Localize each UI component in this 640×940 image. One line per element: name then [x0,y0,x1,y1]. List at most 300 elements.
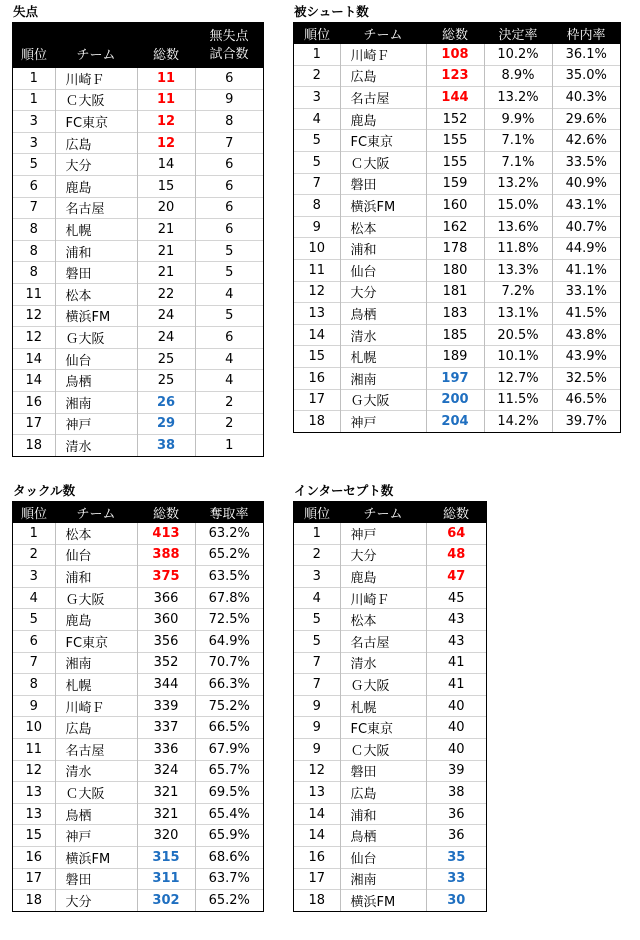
column-header: 総数 [137,23,195,68]
total-cell: 64 [447,525,466,541]
table-row [13,219,263,241]
table-row [13,154,263,176]
table-row [13,825,263,847]
team-cell: 大分 [340,281,426,303]
team-cell: 湘南 [340,367,426,389]
total-cell: 25 [137,348,195,370]
table-row [13,738,263,760]
table-row [294,825,486,847]
total-cell: 152 [426,108,484,130]
table-row [13,89,263,111]
rank-cell: 9 [294,216,340,238]
total-cell: 11 [137,89,195,111]
rate-cell: 42.6% [565,133,607,149]
rate-cell: 63.2% [208,525,250,541]
rank-cell: 5 [13,609,55,631]
column-header: チーム [55,502,137,523]
total-cell: 204 [426,411,484,432]
team-cell: FC東京 [55,630,137,652]
rate-cell: 12.7% [484,367,552,389]
rate-cell: 20.5% [484,324,552,346]
rank-cell: 1 [294,523,340,544]
team-cell: 鹿島 [340,566,426,588]
team-cell: 川崎Ｆ [340,587,426,609]
rank-cell: 15 [294,346,340,368]
column-header: チーム [340,23,426,44]
rate-cell: 7 [225,135,234,151]
team-cell: 鹿島 [55,609,137,631]
table-row [294,717,486,739]
rank-cell: 3 [13,566,55,588]
team-cell: 湘南 [55,652,137,674]
rate-cell: 36.1% [565,46,607,62]
total-cell: 47 [447,568,466,584]
table-row [13,868,263,890]
table-row [13,587,263,609]
table-row [13,391,263,413]
rank-cell: 10 [294,238,340,260]
team-cell: 横浜FM [55,305,137,327]
rate-cell: 7.2% [484,281,552,303]
rate-cell: 7.1% [484,130,552,152]
rank-cell: 5 [294,151,340,173]
total-cell: 12 [137,111,195,133]
team-cell: 浦和 [340,238,426,260]
rate-cell: 46.5% [565,392,607,408]
rate-cell: 65.7% [208,763,250,779]
rate-cell: 43.8% [565,327,607,343]
total-cell: 29 [137,413,195,435]
total-cell: 40 [447,720,465,736]
table-row [13,132,263,154]
column-header: 総数 [426,502,486,523]
rank-cell: 6 [13,630,55,652]
total-cell: 21 [137,240,195,262]
total-cell: 388 [137,544,195,566]
rank-cell: 7 [13,652,55,674]
team-cell: Ｃ大阪 [55,782,137,804]
team-cell: 大分 [55,154,137,176]
total-cell: 36 [447,828,465,844]
team-cell: 札幌 [55,219,137,241]
team-cell: FC東京 [55,111,137,133]
rank-cell: 7 [294,173,340,195]
rate-cell: 11.8% [484,238,552,260]
column-header: 奪取率 [195,502,263,523]
total-cell: 360 [137,609,195,631]
rank-cell: 7 [294,674,340,696]
rank-cell: 9 [294,695,340,717]
table-row [13,803,263,825]
rank-cell: 3 [13,132,55,154]
total-cell: 45 [447,590,465,606]
rank-cell: 13 [294,782,340,804]
rate-cell: 13.2% [484,87,552,109]
total-cell: 30 [447,892,466,908]
rate-cell: 29.6% [565,111,607,127]
rank-cell: 4 [13,587,55,609]
tackles-title: タックル数 [13,483,76,498]
rate-cell: 41.5% [565,305,607,321]
rank-cell: 18 [13,435,55,456]
rank-cell: 14 [13,370,55,392]
table-row [13,435,263,456]
rate-cell: 67.9% [208,741,250,757]
rank-cell: 5 [13,154,55,176]
rate-cell: 43.9% [565,349,607,365]
total-cell: 352 [137,652,195,674]
rank-cell: 9 [294,717,340,739]
rate-cell: 44.9% [565,241,607,257]
team-cell: 川崎Ｆ [340,44,426,65]
shots-against-title: 被シュート数 [294,4,369,19]
table-row [13,544,263,566]
rank-cell: 3 [294,566,340,588]
table-row [13,348,263,370]
team-cell: 浦和 [340,803,426,825]
interceptions-block [293,481,487,912]
total-cell: 11 [137,68,195,89]
table-row [13,413,263,435]
rank-cell: 12 [294,281,340,303]
table-row [13,782,263,804]
total-cell: 200 [426,389,484,411]
total-cell: 344 [137,674,195,696]
rate-cell: 65.2% [208,892,250,908]
total-cell: 311 [137,868,195,890]
team-cell: 磐田 [55,868,137,890]
total-cell: 123 [426,65,484,87]
rank-cell: 18 [294,411,340,432]
rate-cell: 5 [225,265,234,281]
rate-cell: 1 [225,437,234,453]
table-row [294,760,486,782]
rank-cell: 12 [13,327,55,349]
goals-conceded-table [13,23,263,456]
table-row [294,803,486,825]
team-cell: 松本 [340,609,426,631]
rank-cell: 11 [13,283,55,305]
team-cell: 広島 [340,65,426,87]
rate-cell: 32.5% [565,370,607,386]
total-cell: 315 [137,846,195,868]
team-cell: 広島 [55,717,137,739]
team-cell: 仙台 [340,259,426,281]
rate-cell: 39.7% [565,413,607,429]
total-cell: 159 [426,173,484,195]
team-cell: 横浜FM [340,195,426,217]
interceptions-frame [293,501,487,912]
total-cell: 38 [137,435,195,456]
team-cell: 大分 [55,890,137,911]
column-header: 決定率 [484,23,552,44]
table-row [294,216,620,238]
table-row [294,281,620,303]
team-cell: Ｇ大阪 [340,389,426,411]
table-row [294,544,486,566]
rate-cell: 2 [225,394,234,410]
table-row [294,523,486,544]
rate-cell: 9.9% [484,108,552,130]
rate-cell: 68.6% [208,849,250,865]
rank-cell: 18 [13,890,55,911]
team-cell: 磐田 [340,173,426,195]
total-cell: 155 [426,151,484,173]
total-cell: 38 [447,784,465,800]
team-cell: 清水 [340,652,426,674]
rate-cell: 8.9% [484,65,552,87]
rank-cell: 13 [294,303,340,325]
rate-cell: 13.1% [484,303,552,325]
rank-cell: 13 [13,782,55,804]
column-header: チーム [340,502,426,523]
table-row [294,238,620,260]
goals-conceded-header-row [13,23,263,68]
total-cell: 197 [426,367,484,389]
rank-cell: 18 [294,890,340,911]
column-header: 順位 [294,23,340,44]
rate-cell: 63.7% [208,871,250,887]
team-cell: 磐田 [340,760,426,782]
team-cell: 横浜FM [340,890,426,911]
team-cell: Ｇ大阪 [340,674,426,696]
table-row [13,566,263,588]
rank-cell: 16 [294,367,340,389]
team-cell: 名古屋 [55,197,137,219]
table-row [294,87,620,109]
team-cell: 仙台 [55,348,137,370]
total-cell: 24 [137,327,195,349]
team-cell: 広島 [340,782,426,804]
team-cell: 神戸 [340,523,426,544]
table-row [13,305,263,327]
column-header: チーム [55,23,137,68]
column-header: 順位 [13,23,55,68]
rate-cell: 7.1% [484,151,552,173]
team-cell: 神戸 [55,413,137,435]
rate-cell: 13.2% [484,173,552,195]
total-cell: 12 [137,132,195,154]
rank-cell: 5 [294,130,340,152]
rate-cell: 41.1% [565,262,607,278]
rank-cell: 5 [294,609,340,631]
total-cell: 413 [137,523,195,544]
rank-cell: 15 [13,825,55,847]
rank-cell: 8 [13,674,55,696]
total-cell: 24 [137,305,195,327]
rank-cell: 2 [294,65,340,87]
table-row [294,782,486,804]
rank-cell: 2 [294,544,340,566]
total-cell: 339 [137,695,195,717]
team-cell: 仙台 [340,846,426,868]
rank-cell: 17 [294,389,340,411]
shots-against-block [293,2,621,433]
team-cell: 大分 [340,544,426,566]
team-cell: 札幌 [55,674,137,696]
rank-cell: 7 [13,197,55,219]
rate-cell: 65.2% [208,547,250,563]
total-cell: 48 [447,547,466,563]
table-row [294,411,620,432]
team-cell: 広島 [55,132,137,154]
total-cell: 41 [447,676,465,692]
rank-cell: 3 [294,87,340,109]
table-row [294,695,486,717]
total-cell: 185 [426,324,484,346]
column-header: 総数 [137,502,195,523]
total-cell: 302 [137,890,195,911]
rate-cell: 69.5% [208,784,250,800]
rate-cell: 66.3% [208,676,250,692]
rank-cell: 8 [13,219,55,241]
team-cell: 松本 [340,216,426,238]
rank-cell: 9 [294,738,340,760]
team-cell: Ｃ大阪 [340,151,426,173]
goals-conceded-frame [12,22,264,457]
rate-cell: 67.8% [208,590,250,606]
rank-cell: 12 [294,760,340,782]
rate-cell: 13.6% [484,216,552,238]
rate-cell: 64.9% [208,633,250,649]
table-row [294,674,486,696]
rate-cell: 6 [225,329,234,345]
column-header: 順位 [294,502,340,523]
interceptions-title: インターセプト数 [294,483,394,498]
total-cell: 324 [137,760,195,782]
team-cell: Ｇ大阪 [55,587,137,609]
team-cell: 鳥栖 [55,803,137,825]
column-header: 無失点 試合数 [195,23,263,68]
rate-cell: 5 [225,243,234,259]
rank-cell: 11 [294,259,340,281]
team-cell: Ｃ大阪 [340,738,426,760]
table-row [13,240,263,262]
total-cell: 43 [447,633,465,649]
total-cell: 375 [137,566,195,588]
table-row [294,890,486,911]
rate-cell: 66.5% [208,720,250,736]
tackles-frame [12,501,264,912]
total-cell: 189 [426,346,484,368]
table-row [13,370,263,392]
rate-cell: 40.7% [565,219,607,235]
total-cell: 160 [426,195,484,217]
total-cell: 15 [137,175,195,197]
total-cell: 25 [137,370,195,392]
team-cell: 松本 [55,523,137,544]
table-row [13,609,263,631]
total-cell: 366 [137,587,195,609]
team-cell: Ｇ大阪 [55,327,137,349]
rate-cell: 11.5% [484,389,552,411]
rate-cell: 65.9% [208,828,250,844]
table-row [13,760,263,782]
total-cell: 21 [137,219,195,241]
table-row [294,130,620,152]
team-cell: FC東京 [340,130,426,152]
team-cell: 浦和 [55,566,137,588]
rank-cell: 6 [13,175,55,197]
rate-cell: 10.2% [484,44,552,65]
table-row [13,717,263,739]
rank-cell: 1 [13,89,55,111]
rank-cell: 8 [13,262,55,284]
table-row [294,44,620,65]
rank-cell: 11 [13,738,55,760]
total-cell: 337 [137,717,195,739]
total-cell: 321 [137,782,195,804]
rank-cell: 16 [294,846,340,868]
rank-cell: 17 [294,868,340,890]
table-row [294,259,620,281]
rate-cell: 63.5% [208,568,250,584]
rank-cell: 4 [294,587,340,609]
tackles-table [13,502,263,911]
column-header: 枠内率 [552,23,620,44]
rank-cell: 14 [13,348,55,370]
shots-against-table [294,23,620,432]
rank-cell: 8 [294,195,340,217]
total-cell: 33 [447,871,466,887]
rank-cell: 12 [13,305,55,327]
total-cell: 356 [137,630,195,652]
rank-cell: 1 [13,523,55,544]
table-row [294,151,620,173]
total-cell: 183 [426,303,484,325]
team-cell: 鹿島 [55,175,137,197]
rate-cell: 2 [225,416,234,432]
interceptions-table [294,502,486,911]
table-row [13,197,263,219]
table-row [13,175,263,197]
total-cell: 40 [447,741,465,757]
table-row [294,652,486,674]
interceptions-header-row [294,502,486,523]
table-row [13,630,263,652]
column-header: 順位 [13,502,55,523]
rate-cell: 9 [225,92,234,108]
rate-cell: 6 [225,178,234,194]
team-cell: 名古屋 [340,87,426,109]
table-row [13,695,263,717]
rate-cell: 40.3% [565,89,607,105]
total-cell: 22 [137,283,195,305]
total-cell: 181 [426,281,484,303]
rate-cell: 4 [225,373,234,389]
team-cell: 湘南 [340,868,426,890]
team-cell: 神戸 [340,411,426,432]
table-row [294,303,620,325]
table-row [294,868,486,890]
rank-cell: 16 [13,391,55,413]
table-row [294,587,486,609]
table-row [13,890,263,911]
table-row [13,283,263,305]
team-cell: 清水 [55,435,137,456]
team-cell: Ｃ大阪 [55,89,137,111]
table-row [13,652,263,674]
rate-cell: 43.1% [565,197,607,213]
table-row [294,195,620,217]
column-header: 総数 [426,23,484,44]
rank-cell: 14 [294,324,340,346]
rate-cell: 6 [225,70,234,86]
rank-cell: 2 [13,544,55,566]
rank-cell: 13 [13,803,55,825]
rate-cell: 10.1% [484,346,552,368]
team-cell: 札幌 [340,346,426,368]
